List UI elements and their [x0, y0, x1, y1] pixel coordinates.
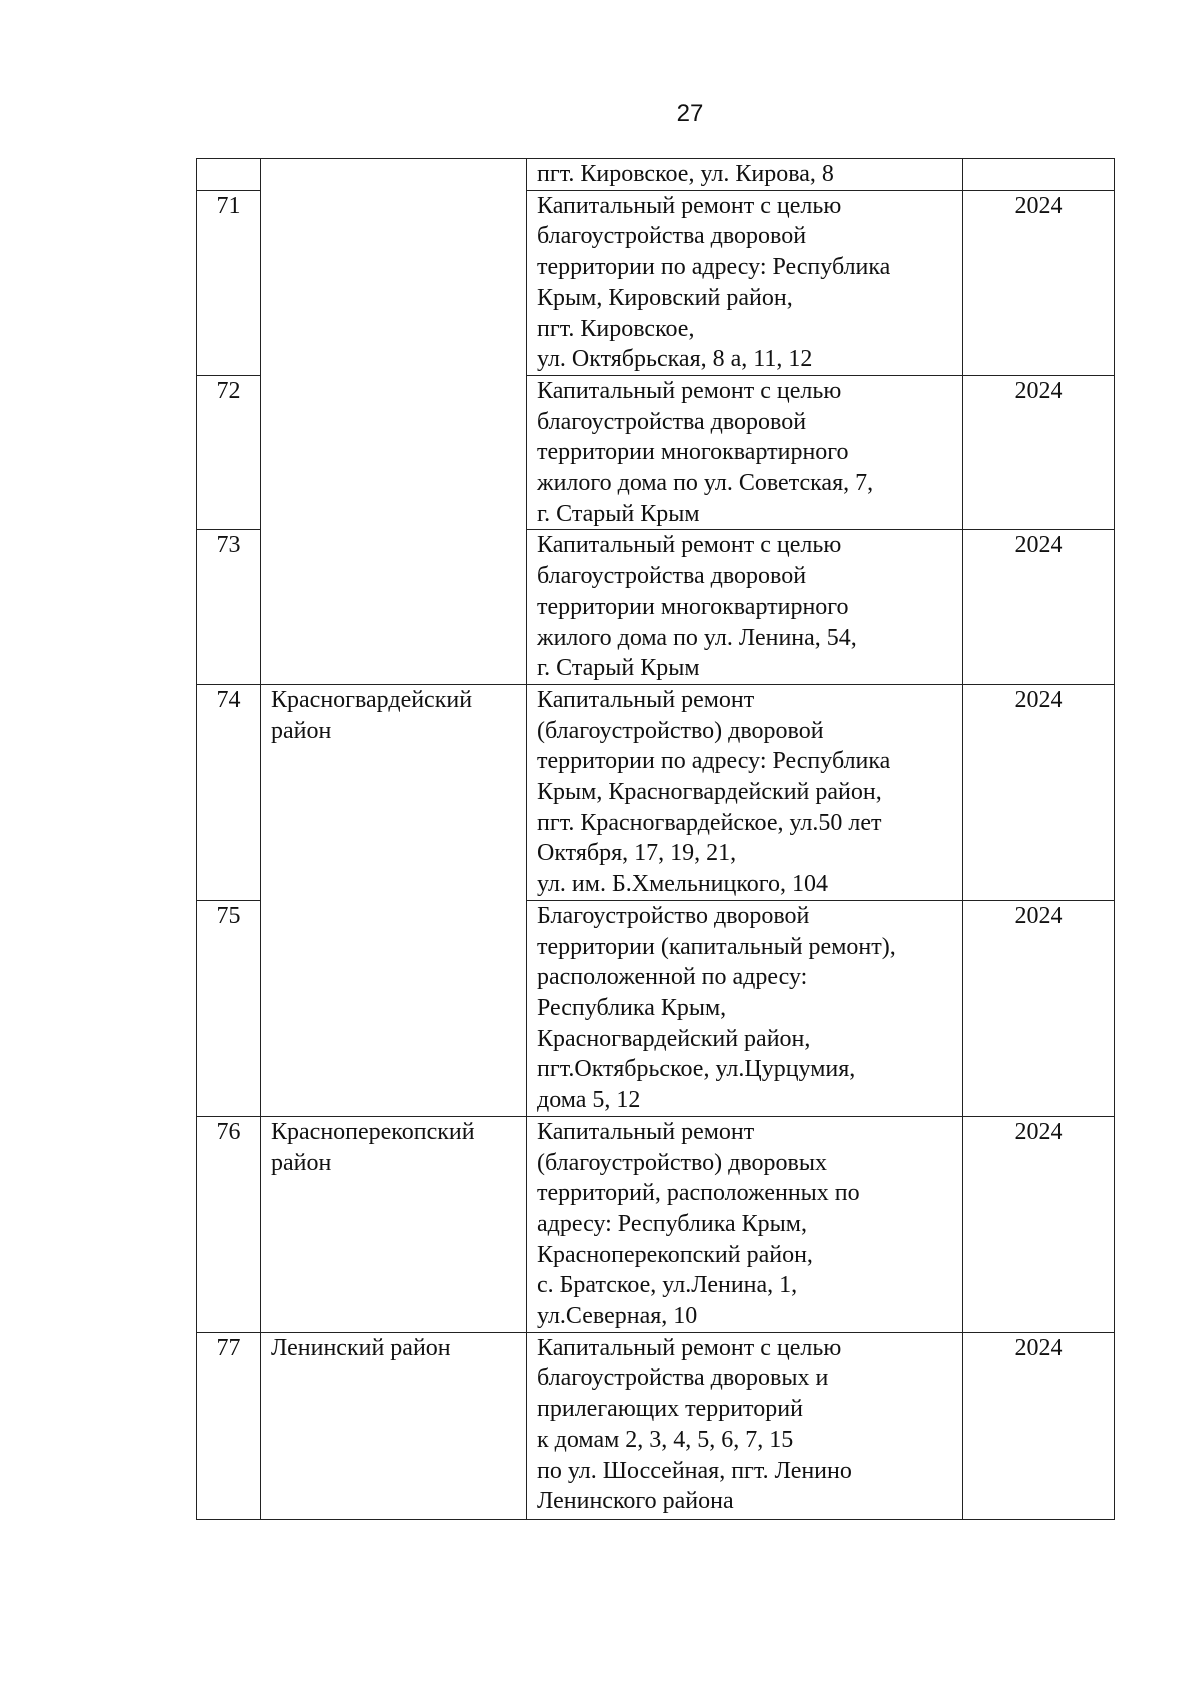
- row-number: 76: [197, 1116, 261, 1332]
- table-row: [197, 159, 1115, 191]
- description-cell: [527, 900, 963, 1116]
- description-line: Капитальный ремонт с целью: [537, 192, 842, 219]
- description-line: пгт. Кировское, ул. Кирова, 8: [537, 161, 834, 187]
- description-line: жилого дома по ул. Ленина, 54,: [537, 624, 857, 651]
- district-line: Красногвардейский: [271, 686, 473, 713]
- row-number: [197, 159, 261, 191]
- description-cell: [527, 684, 963, 900]
- description-line: г. Старый Крым: [537, 655, 700, 682]
- year-cell: 2024: [963, 1332, 1115, 1519]
- row-number: 73: [197, 530, 261, 685]
- description-line: прилегающих территорий: [537, 1396, 803, 1423]
- description-line: территории многоквартирного: [537, 439, 849, 466]
- description-line: благоустройства дворовых и: [537, 1365, 829, 1392]
- description-cell: [527, 530, 963, 685]
- description-line: Октября, 17, 19, 21,: [537, 840, 737, 867]
- table-row: [197, 1332, 1115, 1519]
- description-line: Ленинского района: [537, 1488, 734, 1515]
- description-line: Капитальный ремонт с целью: [537, 1334, 842, 1361]
- description-line: Капитальный ремонт с целью: [537, 532, 842, 559]
- description-line: (благоустройство) дворовых: [537, 1149, 827, 1176]
- description-line: благоустройства дворовой: [537, 408, 807, 435]
- description-line: ул. Октябрьская, 8 а, 11, 12: [537, 346, 813, 373]
- description-line: пгт. Кировское,: [537, 315, 695, 342]
- description-line: Капитальный ремонт: [537, 686, 755, 713]
- description-line: территории по адресу: Республика: [537, 748, 891, 775]
- district-cell: [261, 1332, 527, 1519]
- description-line: ул.Северная, 10: [537, 1303, 698, 1330]
- year-cell: 2024: [963, 375, 1115, 530]
- description-cell: [527, 1116, 963, 1332]
- year-cell: 2024: [963, 684, 1115, 900]
- description-line: пгт.Октябрьское, ул.Цурцумия,: [537, 1056, 856, 1083]
- description-cell: [527, 159, 963, 191]
- description-line: г. Старый Крым: [537, 500, 700, 527]
- description-line: территорий, расположенных по: [537, 1180, 860, 1207]
- description-line: благоустройства дворовой: [537, 223, 807, 250]
- description-line: адресу: Республика Крым,: [537, 1210, 807, 1237]
- description-line: Капитальный ремонт: [537, 1118, 755, 1145]
- year-cell: 2024: [963, 530, 1115, 685]
- row-number: 74: [197, 684, 261, 900]
- district-line: район: [271, 717, 332, 744]
- year-cell: 2024: [963, 1116, 1115, 1332]
- description-line: расположенной по адресу:: [537, 964, 808, 991]
- page-number: 27: [676, 100, 704, 127]
- description-line: благоустройства дворовой: [537, 563, 807, 590]
- description-line: Капитальный ремонт с целью: [537, 377, 842, 404]
- year-cell: [963, 159, 1115, 191]
- district-cell: [261, 159, 527, 685]
- works-table: [196, 158, 1115, 1520]
- row-number: 72: [197, 375, 261, 530]
- description-line: дома 5, 12: [537, 1087, 641, 1114]
- description-line: Благоустройство дворовой: [537, 902, 810, 929]
- description-line: с. Братское, ул.Ленина, 1,: [537, 1272, 798, 1299]
- description-line: пгт. Красногвардейское, ул.50 лет: [537, 809, 882, 836]
- description-line: (благоустройство) дворовой: [537, 717, 824, 744]
- row-number: 75: [197, 900, 261, 1116]
- description-line: к домам 2, 3, 4, 5, 6, 7, 15: [537, 1426, 794, 1453]
- district-cell: [261, 684, 527, 1116]
- description-line: Красноперекопский район,: [537, 1241, 813, 1268]
- row-number: 71: [197, 190, 261, 375]
- description-line: территории по адресу: Республика: [537, 254, 891, 281]
- table-row: [197, 1116, 1115, 1332]
- description-line: территории многоквартирного: [537, 593, 849, 620]
- district-line: Ленинский район: [271, 1334, 451, 1361]
- description-line: по ул. Шоссейная, пгт. Ленино: [537, 1457, 852, 1484]
- description-line: Красногвардейский район,: [537, 1025, 811, 1052]
- year-cell: 2024: [963, 900, 1115, 1116]
- district-line: Красноперекопский: [271, 1118, 475, 1145]
- description-line: Крым, Красногвардейский район,: [537, 779, 882, 806]
- table-row: [197, 684, 1115, 900]
- district-line: район: [271, 1149, 332, 1176]
- year-cell: 2024: [963, 190, 1115, 375]
- district-cell: [261, 1116, 527, 1332]
- description-line: Крым, Кировский район,: [537, 284, 793, 311]
- description-cell: [527, 1332, 963, 1519]
- description-line: Республика Крым,: [537, 994, 727, 1021]
- row-number: 77: [197, 1332, 261, 1519]
- description-line: территории (капитальный ремонт),: [537, 933, 896, 960]
- description-line: жилого дома по ул. Советская, 7,: [537, 470, 874, 497]
- description-cell: [527, 375, 963, 530]
- description-line: ул. им. Б.Хмельницкого, 104: [537, 871, 829, 898]
- description-cell: [527, 190, 963, 375]
